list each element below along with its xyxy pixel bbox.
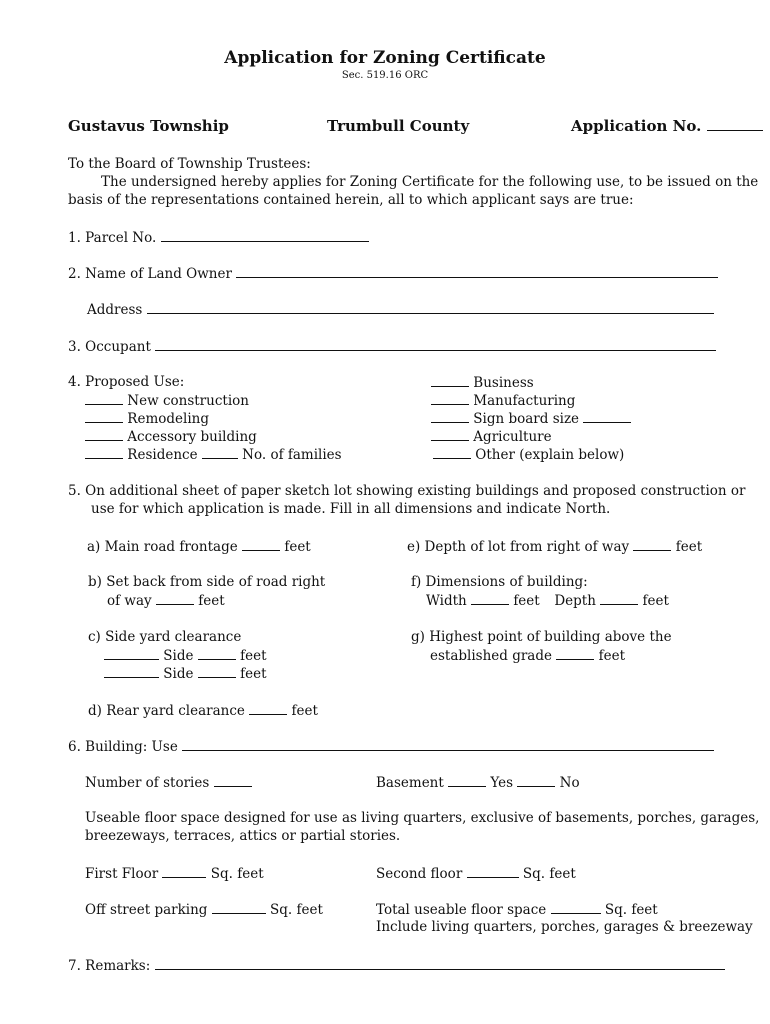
yes-label: Yes <box>490 775 514 791</box>
occupant-field[interactable] <box>155 337 716 351</box>
side-yard-row <box>104 646 267 665</box>
address-field[interactable] <box>147 300 714 314</box>
parking-field[interactable] <box>212 900 266 914</box>
proposed-use-label: 4. Proposed Use: <box>68 374 185 390</box>
main-road-row <box>87 537 311 556</box>
item5-line-2: use for which application is made. Fill in all dimensions and indicate North. <box>91 501 611 517</box>
intro-line-2: basis of the representations contained herein, all to which applicant says are true: <box>68 192 634 208</box>
setback-field[interactable] <box>156 591 194 605</box>
side-yard-field[interactable] <box>104 646 159 660</box>
main-road-field[interactable] <box>242 537 280 551</box>
sq-feet-label: Sq. feet <box>270 902 323 918</box>
dimensions-label: f) Dimensions of building: <box>411 574 588 590</box>
township-name: Gustavus Township <box>68 117 229 135</box>
rear-yard-field[interactable] <box>249 701 287 715</box>
use-label: Residence <box>127 447 198 463</box>
side-yard-label: c) Side yard clearance <box>88 629 242 645</box>
application-number <box>571 117 763 135</box>
families-label: No. of families <box>242 447 342 463</box>
rear-yard-row <box>88 701 318 720</box>
sq-feet-label: Sq. feet <box>604 902 658 918</box>
feet-label: feet <box>284 539 311 555</box>
use-label: Other (explain below) <box>475 447 625 463</box>
total-floor-row <box>376 900 658 919</box>
feet-label: feet <box>240 648 267 664</box>
use-label: Accessory building <box>127 429 257 445</box>
use-option <box>85 391 249 410</box>
highest-label-2: established grade <box>430 648 552 664</box>
highest-field[interactable] <box>556 646 594 660</box>
setback-row <box>107 591 225 610</box>
basement-yes-field[interactable] <box>448 773 486 787</box>
use-label: New construction <box>127 393 249 409</box>
page-title: Application for Zoning Certificate <box>224 48 546 68</box>
use-option <box>431 373 534 392</box>
land-owner-label: 2. Name of Land Owner <box>68 266 232 282</box>
setback-label-1: b) Set back from side of road right <box>88 574 326 590</box>
use-checkbox[interactable] <box>431 391 469 405</box>
second-floor-row <box>376 864 576 883</box>
use-label: Remodeling <box>127 411 209 427</box>
sq-feet-label: Sq. feet <box>210 866 264 882</box>
feet-label: feet <box>513 593 540 609</box>
basement-no-field[interactable] <box>517 773 555 787</box>
second-floor-field[interactable] <box>467 864 519 878</box>
families-field[interactable] <box>202 445 238 459</box>
land-owner-row <box>68 264 718 283</box>
main-road-label: a) Main road frontage <box>87 539 238 555</box>
first-floor-field[interactable] <box>162 864 206 878</box>
feet-label: feet <box>642 593 669 609</box>
first-floor-label: First Floor <box>85 866 159 882</box>
use-option <box>85 445 342 464</box>
building-use-row <box>68 737 714 756</box>
use-checkbox[interactable] <box>85 391 123 405</box>
remarks-row <box>68 956 725 975</box>
side-label: Side <box>163 666 194 682</box>
side-yard-row <box>104 664 267 683</box>
highest-label-1: g) Highest point of building above the <box>411 629 672 645</box>
depth-lot-field[interactable] <box>633 537 671 551</box>
use-option <box>85 427 257 446</box>
setback-label-2: of way <box>107 593 152 609</box>
feet-label: feet <box>675 539 703 555</box>
land-owner-field[interactable] <box>236 264 718 278</box>
item5-line-1: 5. On additional sheet of paper sketch lot showing existing buildings and proposed construction or <box>68 483 746 499</box>
use-label: Agriculture <box>473 429 552 445</box>
depth-lot-row <box>407 537 702 556</box>
building-use-label: 6. Building: Use <box>68 739 178 755</box>
county-name: Trumbull County <box>327 117 470 135</box>
total-floor-label: Total useable floor space <box>376 902 547 918</box>
stories-field[interactable] <box>214 773 252 787</box>
depth-field[interactable] <box>600 591 638 605</box>
feet-label: feet <box>291 703 318 719</box>
page-subtitle: Sec. 519.16 ORC <box>341 70 429 81</box>
parcel-row <box>68 228 369 247</box>
application-number-label: Application No. <box>571 117 702 135</box>
use-label: Manufacturing <box>473 393 576 409</box>
use-option <box>85 409 209 428</box>
floor-space-line-1: Useable floor space designed for use as living quarters, exclusive of basements, porches, garages, <box>85 810 760 826</box>
use-option <box>431 427 552 446</box>
parcel-label: 1. Parcel No. <box>68 230 157 246</box>
use-checkbox[interactable] <box>431 409 469 423</box>
depth-label: Depth <box>554 593 596 609</box>
remarks-label: 7. Remarks: <box>68 958 151 974</box>
address-row <box>87 300 714 319</box>
use-checkbox[interactable] <box>85 409 123 423</box>
use-label: Sign board size <box>473 411 580 427</box>
building-use-field[interactable] <box>182 737 714 751</box>
first-floor-row <box>85 864 264 883</box>
side-feet-field[interactable] <box>198 664 236 678</box>
use-label: Business <box>473 375 534 391</box>
sq-feet-label: Sq. feet <box>522 866 576 882</box>
parcel-field[interactable] <box>161 228 369 242</box>
side-feet-field[interactable] <box>198 646 236 660</box>
use-checkbox[interactable] <box>85 445 123 459</box>
intro-line-1: The undersigned hereby applies for Zoning Certificate for the following use, to be issued on the <box>101 174 759 190</box>
stories-row <box>85 773 252 792</box>
include-note: Include living quarters, porches, garages & breezeway <box>376 919 753 935</box>
occupant-label: 3. Occupant <box>68 339 151 355</box>
no-label: No <box>559 775 580 791</box>
feet-label: feet <box>240 666 267 682</box>
width-label: Width <box>426 593 467 609</box>
basement-row <box>376 773 580 792</box>
use-checkbox[interactable] <box>431 427 469 441</box>
highest-row <box>430 646 625 665</box>
use-checkbox[interactable] <box>85 427 123 441</box>
parking-row <box>85 900 323 919</box>
floor-space-line-2: breezeways, terraces, attics or partial stories. <box>85 828 401 844</box>
feet-label: feet <box>198 593 225 609</box>
remarks-field[interactable] <box>155 956 725 970</box>
dimensions-row <box>426 591 669 610</box>
rear-yard-label: d) Rear yard clearance <box>88 703 245 719</box>
side-label: Side <box>163 648 194 664</box>
width-field[interactable] <box>471 591 509 605</box>
total-floor-field[interactable] <box>551 900 601 914</box>
use-option <box>431 391 575 410</box>
second-floor-label: Second floor <box>376 866 463 882</box>
feet-label: feet <box>598 648 625 664</box>
depth-lot-label: e) Depth of lot from right of way <box>407 539 630 555</box>
parking-label: Off street parking <box>85 902 208 918</box>
application-number-field[interactable] <box>707 117 763 131</box>
salutation: To the Board of Township Trustees: <box>68 156 311 172</box>
use-option <box>431 409 631 428</box>
basement-label: Basement <box>376 775 444 791</box>
use-option <box>433 445 624 464</box>
side-yard-field[interactable] <box>104 664 159 678</box>
use-checkbox[interactable] <box>433 445 471 459</box>
use-checkbox[interactable] <box>431 373 469 387</box>
address-label: Address <box>87 302 143 318</box>
sign-size-field[interactable] <box>583 409 631 423</box>
occupant-row <box>68 337 716 356</box>
stories-label: Number of stories <box>85 775 210 791</box>
